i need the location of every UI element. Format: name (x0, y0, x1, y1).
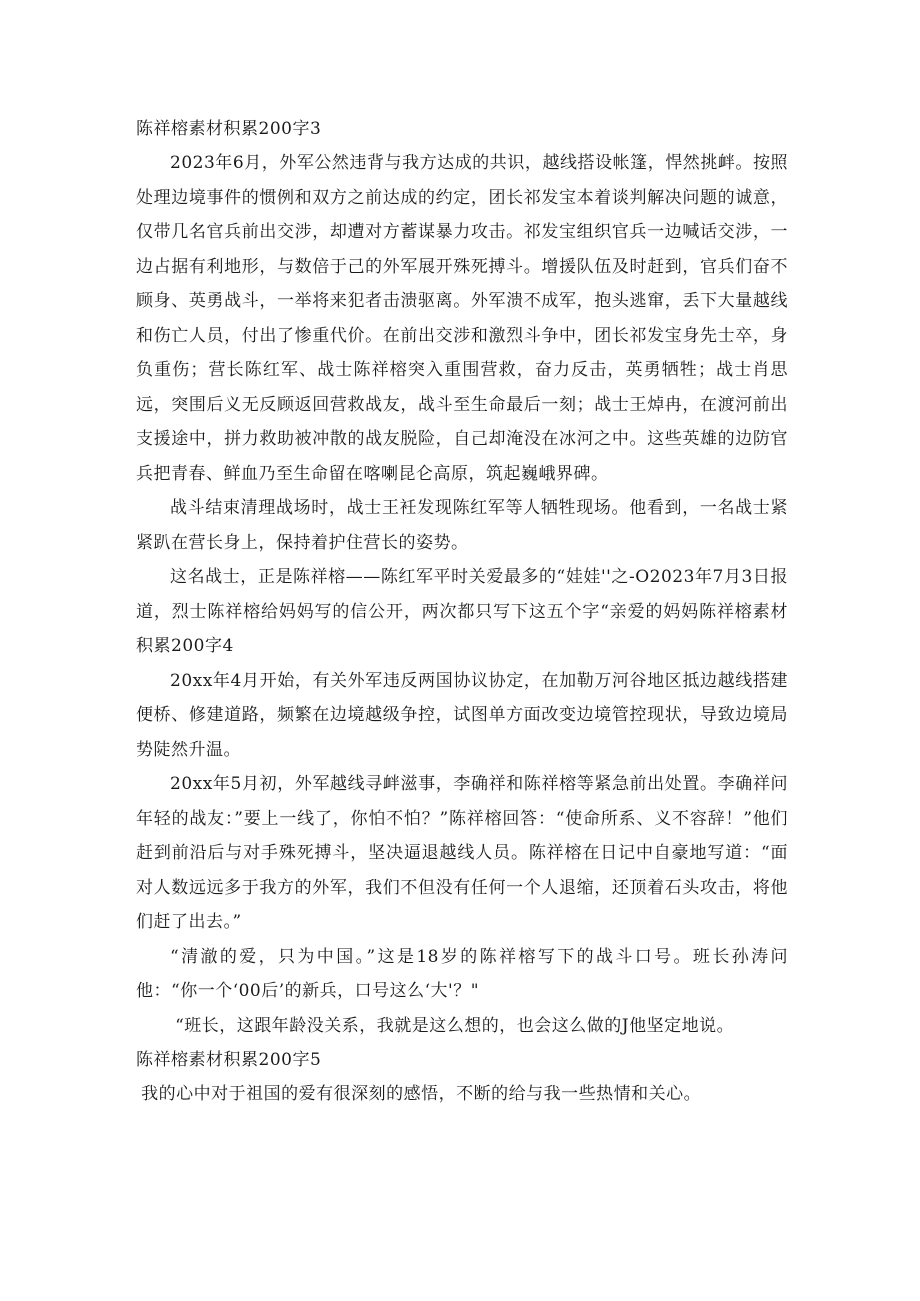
paragraph-love-for-country: 我的心中对于祖国的爱有很深刻的感悟，不断的给与我一些热情和关心。 (141, 1084, 702, 1104)
paragraph-battlefield-discovery: 战斗结束清理战场时，战士王衽发现陈红军等人牺牲现场。他看到，一名战士紧紧趴在营长身上，保持着护住营长的姿势。 (136, 498, 788, 553)
paragraph-may-events: 20xx年5月初，外军越线寻衅滋事，李确祥和陈祥榕等紧急前出处置。李确祥问年轻的战友：”要上一线了，你怕不怕？”陈祥榕回答：“使命所系、义不容辞！”他们赶到前沿后与对手殊死搏斗，坚决逼退越线人员。陈祥榕在日记中自豪地写道：“面对人数远远多于我方的外军，我们不但没有任何一个人退缩，还顶着石头攻击，将他们赶了出去。” (136, 774, 788, 932)
section-heading-5: 陈祥榕素材积累200字5 (136, 1050, 322, 1070)
paragraph-battle-slogan: “清澈的爱，只为中国。”这是18岁的陈祥榕写下的战斗口号。班长孙涛问他：“你一个‘00后’的新兵，口号这么‘大'？" (136, 946, 788, 1001)
paragraph-letter-to-mother: 这名战士，正是陈祥榕——陈红军平时关爱最多的“娃娃''之-O2023年7月3日报道，烈士陈祥榕给妈妈写的信公开，两次都只写下这五个字“亲爱的妈妈陈祥榕素材积累200字4 (136, 567, 788, 656)
paragraph-april-events: 20xx年4月开始，有关外军违反两国协议协定，在加勒万河谷地区抵边越线搭建便桥、修建道路，频繁在边境越级争控，试图单方面改变边境管控现状，导致边境局势陡然升温。 (136, 670, 788, 760)
section-heading-3: 陈祥榕素材积累200字3 (136, 119, 322, 139)
paragraph-reply-to-squad-leader: “班长，这跟年龄没关系，我就是这么想的，也会这么做的J他坚定地说。 (175, 1015, 735, 1036)
document-body (136, 112, 788, 1112)
paragraph-border-conflict: 2023年6月，外军公然违背与我方达成的共识，越线搭设帐篷，悍然挑衅。按照处理边境事件的惯例和双方之前达成的约定，团长祁发宝本着谈判解决问题的诚意，仅带几名官兵前出交涉，却遭对方蓄谋暴力攻击。祁发宝组织官兵一边喊话交涉，一边占据有利地形，与数倍于己的外军展开殊死搏斗。增援队伍及时赶到，官兵们奋不顾身、英勇战斗，一举将来犯者击溃驱离。外军溃不成军，抱头逃窜，丢下大量越线和伤亡人员，付出了惨重代价。在前出交涉和激烈斗争中，团长祁发宝身先士卒，身负重伤；营长陈红军、战士陈祥榕突入重围营救，奋力反击，英勇牺牲；战士肖思远，突围后义无反顾返回营救战友，战斗至生命最后一刻；战士王焯冉，在渡河前出支援途中，拼力救助被冲散的战友脱险，自己却淹没在冰河之中。这些英雄的边防官兵把青春、鲜血乃至生命留在喀喇昆仑高原，筑起巍峨界碑。 (136, 153, 788, 484)
